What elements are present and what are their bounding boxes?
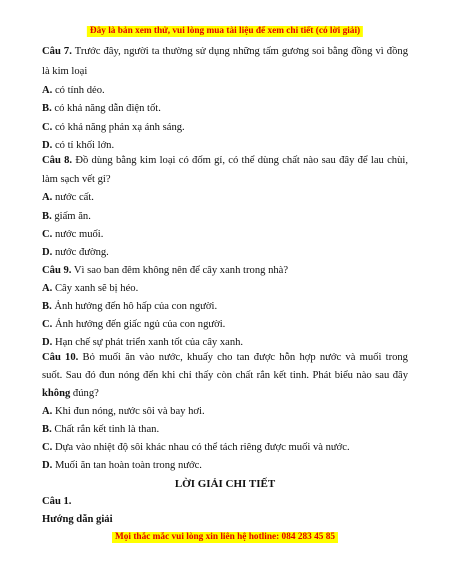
question-7-option-d	[42, 141, 114, 152]
option-text: nước muối.	[52, 229, 104, 240]
question-7-option-c	[42, 123, 185, 134]
option-text: nước đường.	[52, 247, 109, 258]
option-letter: A.	[42, 192, 53, 203]
option-text: Muối ăn tan hoàn toàn trong nước.	[52, 460, 202, 471]
option-text: có tỉ khối lớn.	[52, 140, 115, 151]
question-9-text: Vì sao ban đêm không nên để cây xanh trong nhà?	[71, 265, 289, 276]
question-10-option-b	[42, 425, 159, 436]
question-9-label: Câu 9.	[42, 265, 72, 276]
question-10-text: Bỏ muối ăn vào nước, khuấy cho tan được hỗn hợp nước và muối trong	[78, 352, 408, 363]
question-10-line-2: suốt. Sau đó đun nóng đến khi chỉ thấy còn chất rắn kết tinh. Phát biểu nào sau đây	[42, 370, 408, 381]
option-letter: D.	[42, 140, 53, 151]
footer-banner: Mọi thắc mắc vui lòng xin liên hệ hotline: 084 283 45 85	[112, 532, 338, 543]
question-10-option-c	[42, 443, 350, 454]
option-letter: B.	[42, 211, 52, 222]
option-letter: D.	[42, 460, 53, 471]
solution-question-1: Câu 1.	[42, 496, 72, 507]
option-text: Chất rắn kết tinh là than.	[51, 424, 160, 435]
option-letter: A.	[42, 85, 53, 96]
emphasis-not: không	[42, 388, 71, 399]
option-letter: D.	[42, 337, 53, 348]
option-letter: A.	[42, 283, 53, 294]
question-8-text: Đồ dùng bằng kim loại có đốm gỉ, có thể dùng chất nào sau đây để lau chùi,	[72, 155, 408, 166]
question-7-line-1	[42, 47, 408, 58]
question-9-option-d	[42, 338, 243, 349]
option-text: Khi đun nóng, nước sôi và bay hơi.	[52, 406, 205, 417]
option-letter: C.	[42, 122, 53, 133]
question-7-label: Câu 7.	[42, 46, 72, 57]
option-text: có tính dẻo.	[52, 85, 105, 96]
question-8-option-a	[42, 193, 94, 204]
option-letter: D.	[42, 247, 53, 258]
option-letter: B.	[42, 103, 52, 114]
option-text: có khả năng phản xạ ánh sáng.	[52, 122, 185, 133]
option-letter: C.	[42, 229, 53, 240]
question-8-line-1	[42, 156, 408, 167]
question-8-option-d	[42, 248, 109, 259]
option-text: giấm ăn.	[51, 211, 91, 222]
question-10-line-1	[42, 353, 408, 364]
option-text: Ảnh hưởng đến giấc ngủ của con người.	[52, 319, 226, 330]
question-9-option-a	[42, 284, 138, 295]
question-8-label: Câu 8.	[42, 155, 73, 166]
question-7-option-a	[42, 86, 105, 97]
question-9-line-1	[42, 266, 288, 277]
question-7-line-2: là kim loại	[42, 66, 88, 77]
option-text: có khả năng dẫn điện tốt.	[51, 103, 161, 114]
option-letter: B.	[42, 301, 52, 312]
question-7-text: Trước đây, người ta thường sử dụng những tấm gương soi bằng đồng vì đồng	[71, 46, 408, 57]
question-10-option-d	[42, 461, 202, 472]
question-10-line-3	[42, 389, 99, 400]
option-text: Ảnh hưởng đến hô hấp của con người.	[51, 301, 218, 312]
question-10-label: Câu 10.	[42, 352, 79, 363]
question-8-option-b	[42, 212, 91, 223]
option-text: Hạn chế sự phát triển xanh tốt của cây xanh.	[52, 337, 244, 348]
header-banner: Đây là bản xem thử, vui lòng mua tài liệu để xem chi tiết (có lời giải)	[87, 26, 363, 37]
option-text: Cây xanh sẽ bị héo.	[52, 283, 139, 294]
question-7-option-b	[42, 104, 161, 115]
solution-guide-heading: Hướng dẫn giải	[42, 514, 113, 525]
question-9-option-c	[42, 320, 225, 331]
question-9-option-b	[42, 302, 217, 313]
option-letter: A.	[42, 406, 53, 417]
question-8-line-2: làm sạch vết gỉ?	[42, 174, 111, 185]
option-letter: B.	[42, 424, 52, 435]
question-8-option-c	[42, 230, 103, 241]
solution-title: LỜI GIẢI CHI TIẾT	[174, 478, 276, 490]
option-text: Dựa vào nhiệt độ sôi khác nhau có thể tách riêng được muối và nước.	[52, 442, 350, 453]
option-text: nước cất.	[52, 192, 94, 203]
option-letter: C.	[42, 319, 53, 330]
question-10-text-end: đúng?	[70, 388, 99, 399]
option-letter: C.	[42, 442, 53, 453]
question-10-option-a	[42, 407, 205, 418]
